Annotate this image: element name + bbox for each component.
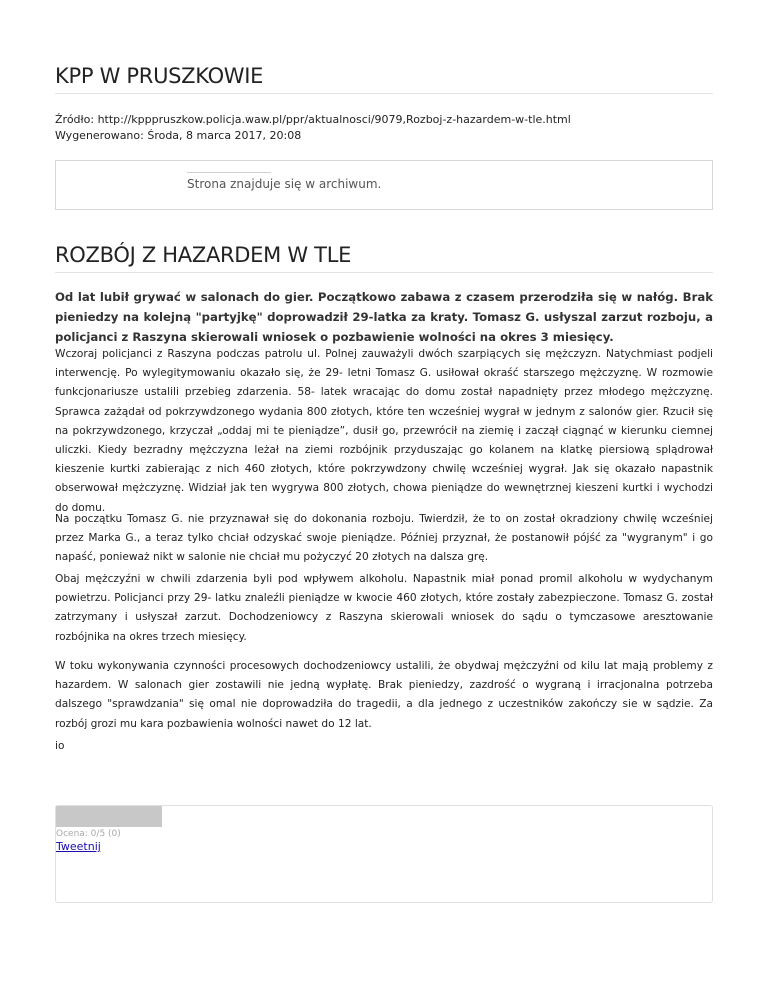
article-paragraph: Wczoraj policjanci z Raszyna podczas patrolu ul. Polnej zauważyli dwóch szarpiących się mężczyzn. Natychmiast podjeli interwencję. Po wylegitymowaniu okazało się, że 29- letni Tomasz G. usiłował okraść starszego mężczyznę. W rozmowie funkcjonariusze ustalili przebieg zdarzenia. 58- latek wracając do domu został napadnięty przez młodego mężczyznę. Sprawca zażądał od pokrzywdzonego wydania 800 złotych, które ten wcześniej wygrał w jednym z salonów gier. Rzucił się na pokrzywdzonego, krzyczał „oddaj mi te pieniądze”, dusił go, przewrócił na ziemię i zaczął ciągnąć w kierunku ciemnej uliczki. Kiedy bezradny mężczyzna leżał na ziemi rozbójnik przyduszając go kolanem na klatkę piersiową splądrował kieszenie kurtki zabierając z nich 460 złotych, które pokrzywdzony chwilę wcześniej wygrał. Jak się okazało napastnik obserwował mężczyznę. Widział jak ten wygrywa 800 złotych, chowa pieniądze do wewnętrznej kieszeni kurtki i wychodzi do domu. <box>55 348 713 514</box>
rating-label: Ocena: 0/5 (0) <box>56 829 121 839</box>
archive-notice-text: Strona znajduje się w archiwum. <box>187 177 382 191</box>
site-title: KPP W PRUSZKOWIE <box>55 64 264 88</box>
rating-panel <box>55 805 713 903</box>
article-paragraph: Na początku Tomasz G. nie przyznawał się do dokonania rozboju. Twierdził, że to on został okradziony chwilę wcześniej przez Marka G., a teraz tylko chciał odzyskać swoje pieniądze. Później przyznał, że postanowił pójść za "wygranym" i go napaść, ponieważ nikt w salonie nie chciał mu pożyczyć 20 złotych na dalsza grę. <box>55 513 713 564</box>
article-title: ROZBÓJ Z HAZARDEM W TLE <box>55 243 352 267</box>
generated-line: Wygenerowano: Środa, 8 marca 2017, 20:08 <box>55 129 302 142</box>
author-signature: io <box>55 740 65 752</box>
tweet-link[interactable]: Tweetnij <box>56 840 101 853</box>
article-paragraph: W toku wykonywania czynności procesowych dochodzeniowcy ustalili, że obydwaj mężczyźni od kilu lat mają problemy z hazardem. W salonach gier zostawili nie jedną wypłatę. Brak pieniedzy, zazdrość o wygraną i irracjonalna potrzeba dalszego "sprawdzania" się omal nie doprowadziła do tragedii, a dla jednego z uczestników zakończy sie w sądzie. Za rozbój grozi mu kara pozbawienia wolności nawet do 12 lat. <box>55 660 713 730</box>
rating-stars[interactable] <box>56 806 162 827</box>
archive-notice <box>55 160 713 210</box>
article-lead: Od lat lubił grywać w salonach do gier. Początkowo zabawa z czasem przerodziła się w nałóg. Brak pieniedzy na kolejną "partyjkę" doprowadził 29-latka za kraty. Tomasz G. usłyszal zarzut rozboju, a policjanci z Raszyna skierowali wniosek o pozbawienie wolności na okres 3 miesięcy. <box>55 290 713 344</box>
title-divider <box>55 93 713 94</box>
article-title-divider <box>55 272 713 273</box>
archive-notice-divider <box>187 172 271 173</box>
article-paragraph: Obaj mężczyźni w chwili zdarzenia byli pod wpływem alkoholu. Napastnik miał ponad promil alkoholu w wydychanym powietrzu. Policjanci przy 29- latku znaleźli pieniądze w kwocie 460 złotych, które zostały zabezpieczone. Tomasz G. został zatrzymany i usłyszał zarzut. Dochodzeniowcy z Raszyna skierowali wniosek do sądu o tymczasowe aresztowanie rozbójnika na okres trzech miesięcy. <box>55 573 713 643</box>
source-line: Źródło: http://kpppruszkow.policja.waw.pl/ppr/aktualnosci/9079,Rozboj-z-hazardem-w-tle.html <box>55 113 571 126</box>
document-meta <box>55 112 571 144</box>
